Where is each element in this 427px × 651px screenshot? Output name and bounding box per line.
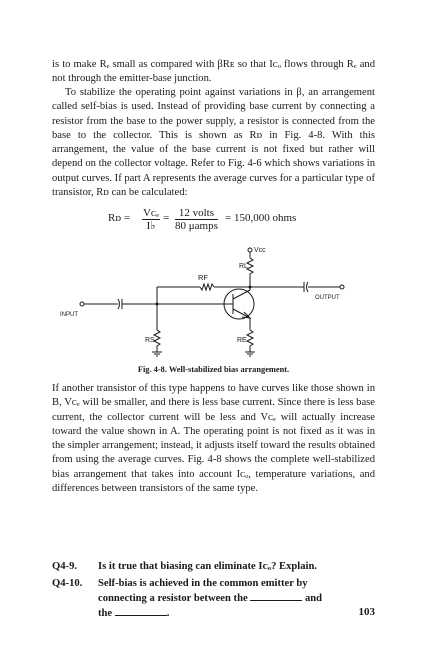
- circuit-diagram: [52, 242, 375, 360]
- formula-lhs: Rᴅ =: [108, 212, 131, 224]
- question-4-10: [52, 576, 375, 591]
- rs-resistor: [154, 330, 160, 346]
- re-resistor: [247, 330, 253, 346]
- formula-denominator-ib: I♭: [146, 220, 156, 232]
- question-text: and: [304, 593, 323, 604]
- vcc-terminal: [248, 248, 252, 252]
- paragraph-continuation: is to make Rₑ small as compared with βRᴇ so that Iᴄₒ flows through Rₑ and not through the emitter-base junction.: [52, 59, 375, 85]
- paragraph-explanation: If another transistor of this type happens to have curves like those shown in B, Vᴄₑ will be smaller, and there is less base current. Since there is less base current, the collector current will be less and Vᴄₑ will actually increase toward the value shown in A. The operating point is not fixed as it was in the simpler arrangement; instead, it adjusts itself toward the results obtained from using the average curves. Fig. 4-8 shows the complete well-stabilized bias arrangement that takes into account Iᴄₒ, temperature variations, and differences between transistors of the same type.: [52, 383, 375, 495]
- page-number: 103: [358, 606, 375, 618]
- input-terminal: [80, 302, 84, 306]
- answer-blank[interactable]: [115, 606, 167, 616]
- formula-numerator-volts: 12 volts: [175, 207, 218, 220]
- figure-caption: Fig. 4-8. Well-stabilized bias arrangement.: [137, 365, 290, 374]
- question-4-9: [52, 559, 375, 574]
- question-text: Is it true that biasing can eliminate Iᴄₒ? Explain.: [98, 561, 318, 572]
- question-number: Q4-9.: [52, 561, 78, 572]
- rl-label: RL: [239, 263, 248, 270]
- question-text: connecting a resistor between the: [98, 593, 248, 604]
- formula-denominator-amps: 80 μamps: [175, 220, 218, 232]
- re-label: RE: [237, 337, 247, 344]
- question-number: Q4-10.: [52, 578, 83, 589]
- input-label: INPUT: [60, 312, 78, 318]
- formula-result: = 150,000 ohms: [225, 212, 297, 224]
- collector-node: [249, 286, 252, 289]
- formula-equals: =: [163, 212, 170, 224]
- question-text: the: [98, 608, 113, 619]
- rf-resistor: [200, 284, 214, 290]
- vcc-label: Vcc: [254, 247, 266, 254]
- rf-label: RF: [198, 273, 208, 282]
- answer-blank[interactable]: [250, 591, 302, 601]
- question-text: Self-bias is achieved in the common emitter by: [98, 578, 308, 589]
- question-4-10-continued: connecting a resistor between the and the .: [98, 593, 323, 619]
- output-label: OUTPUT: [315, 295, 340, 301]
- formula-fraction-values: [175, 207, 218, 232]
- output-terminal: [340, 285, 344, 289]
- formula-numerator-vce: Vᴄₑ: [143, 207, 160, 219]
- formula-fraction-vce-ib: [142, 207, 160, 232]
- paragraph-self-bias: To stabilize the operating point against variations in β, an arrangement called self-bias is used. Instead of providing base current by connecting a resistor from the base to the power supply, a resistor is connected from the base to the collector. This is shown as Rᴅ in Fig. 4-8. With this arrangement, the value of the base current is not fixed but rather will depend on the collector voltage. Refer to Fig. 4-6 which shows variations in output curves. If part A represents the average curves for a particular type of transistor, Rᴅ can be calculated:: [52, 87, 375, 199]
- base-node: [156, 303, 159, 306]
- rs-label: RS: [145, 337, 155, 344]
